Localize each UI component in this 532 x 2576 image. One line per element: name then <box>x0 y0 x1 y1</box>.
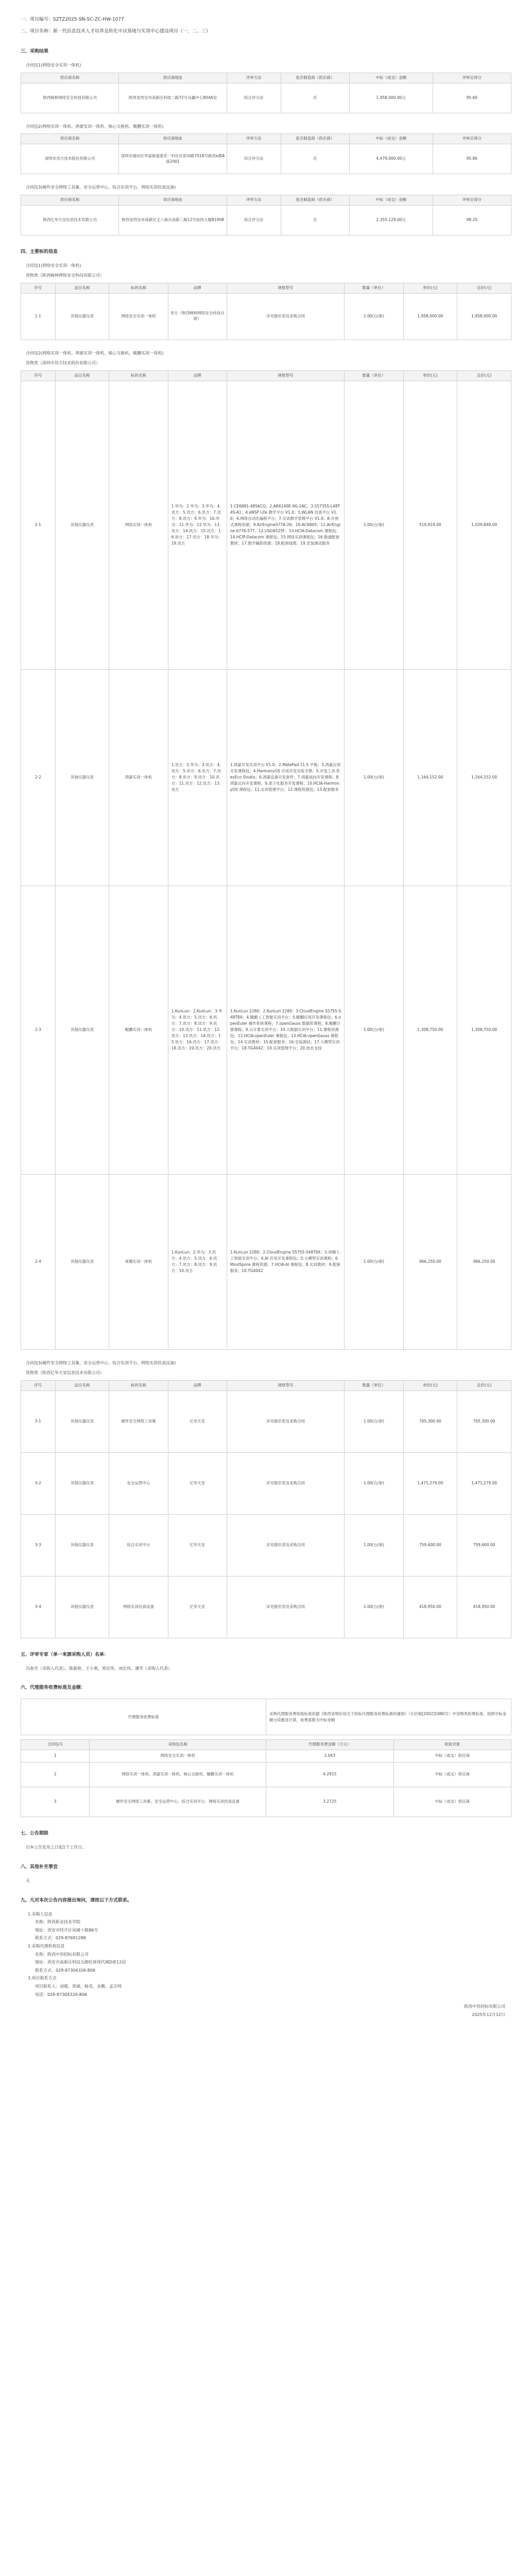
table-cell: 其他仪器仪表 <box>55 1391 109 1452</box>
table-cell: 否 <box>281 83 349 113</box>
header-cell: 单价(元) <box>403 1380 457 1391</box>
header-cell: 中标（成交）金额 <box>349 73 433 83</box>
table-cell: 综合评分法 <box>227 144 281 174</box>
purchaser-address: 地址：西安市经开区凤城十路86号 <box>35 1927 98 1933</box>
header-cell: 数量（单位） <box>345 283 403 293</box>
header-cell: 中标（成交）金额 <box>349 134 433 144</box>
result-table-2 <box>21 133 511 174</box>
header-cell: 评审总得分 <box>433 134 511 144</box>
experts-section-title: 五、评审专家（单一来源采购人员）名单： <box>21 1652 109 1657</box>
table-row <box>21 1787 511 1817</box>
subject-table-3 <box>21 1380 511 1638</box>
project-number: 一、项目编号：SZTZ2025-SN-SC-ZC-HW-1077 <box>21 17 124 22</box>
table-cell: 忆华天安 <box>168 1391 227 1452</box>
table-cell: 2.043 <box>266 1750 393 1762</box>
table-cell: 鸿蒙实训一体机 <box>109 669 168 886</box>
table-cell: 1.00(台/套) <box>345 293 403 340</box>
table-cell: 其他仪器仪表 <box>55 1452 109 1514</box>
fee-table <box>21 1739 511 1817</box>
table-cell: 综合实训平台 <box>109 1514 168 1576</box>
fee-basis-text: 采购代理服务费收取标准依据《陕西省物价局关于招标代理服务收费标准的通知》（计价格[2002]1980号）中货物类收费标准，按照中标金额分段累进计算，收费基数为中标金额 <box>266 1699 511 1735</box>
package-3-label: 合同包3(硬件安全网络工具集、安全运营中心、综合实训平台、网络实训仿真设备) <box>26 185 176 190</box>
table-cell: 3-2 <box>21 1452 56 1514</box>
table-cell: 综合评分法 <box>227 83 281 113</box>
table-cell: 1,958,000.00 <box>457 293 511 340</box>
table-row <box>21 1576 511 1638</box>
table-cell: 1.鸿蒙开发实训平台 V1.0；2.MatePad 11.5 平板；3.鸿蒙应用开发课程包；4.HarmonyOS 应用开发实验手册；5.开发工具 DevEco Studio；6.鸿蒙设备开发套件；7.鸿蒙南向开发课程；8.鸿蒙北向开发课程；9.原子化服务开发课程；10.HCIA-HarmonyOS 课程包；11.实训管理平台；12.课程资源包；13.配套服务 <box>227 669 344 886</box>
table-cell: 陕西峰林网络安全科技有限公司 <box>21 83 119 113</box>
header-cell: 数量（单位） <box>345 370 403 381</box>
table-cell: 1.华为：2.华为：3.华为：4.讯方：5.讯方：6.讯方：7.讯方：8.讯方：9.华为：10.华为：11.华为：12.华为：13.讯方：14.讯方：15.讯方：16.讯方：17.讯方：18.华为：19.讯方 <box>168 381 227 669</box>
table-cell: 1.00(台/套) <box>345 1174 403 1349</box>
table-cell: 95.60 <box>433 83 511 113</box>
table-cell: 2-2 <box>21 669 56 886</box>
table-cell: 1,039,848.00 <box>457 381 511 669</box>
purchaser-title: 1.采购人信息 <box>28 1911 53 1917</box>
fee-basis-table <box>21 1699 511 1735</box>
table-cell: 其他仪器仪表 <box>55 886 109 1174</box>
table-cell: 759,600.00 <box>403 1514 457 1576</box>
table-cell: 网络实训仿真设备 <box>109 1576 168 1638</box>
table-cell: 1.讯方：2.华为：3.讯方：4.讯方：5.讯方：6.讯方：7.讯方：8.讯方：9.讯方：10.讯方：11.讯方：12.讯方：13.讯方 <box>168 669 227 886</box>
table-cell: 759,600.00 <box>457 1514 511 1576</box>
table-cell: 1,471,279.00 <box>403 1452 457 1514</box>
table-cell: 1,958,000.00元 <box>349 83 433 113</box>
header-cell: 总价(元) <box>457 283 511 293</box>
header-cell: 品牌 <box>168 370 227 381</box>
table-row <box>21 1750 511 1762</box>
header-cell: 品牌 <box>168 1380 227 1391</box>
agency-title: 2.采购代理机构信息 <box>28 1944 65 1949</box>
table-cell: 忆华天安 <box>168 1576 227 1638</box>
table-cell: 3-4 <box>21 1576 56 1638</box>
purchaser-name: 名称：陕西职业技术学院 <box>35 1920 80 1925</box>
table-cell: 1,471,279.00 <box>457 1452 511 1514</box>
table-cell: 1.KunLun 2280；2.KunLun 2280；3.CloudEngine S5755-S48T8X；4.鲲鹏人工智能实训平台；5.鲲鹏应用开发课程包；6.openEuler 操作系统课程；7.openGauss 数据库课程；8.鲲鹏计算课程；9.云计算实训平台；10.大数据实训平台；11.课程资源包；12.HCIA-openEuler 课程包；13.HCIA-openGauss 课程包；14.实训教材；15.配套服务；16.安装调试；17.大模型实训平台；18.TG4042；19.实训管理平台；20.技术支持 <box>227 886 344 1174</box>
header-cell: 评审方法 <box>227 73 281 83</box>
fee-basis-label: 代理服务收费标准 <box>21 1699 266 1735</box>
contact-block <box>21 1911 511 1998</box>
project-contact-title: 3.项目联系方式 <box>28 1976 57 1981</box>
table-cell: 2-4 <box>21 1174 56 1349</box>
other-section-title: 八、其他补充事宜 <box>21 1864 58 1870</box>
table-row <box>21 1699 511 1735</box>
table-cell: 详见报价表及采购合同 <box>227 1514 344 1576</box>
table-cell: 1.KunLun 2280；2.CloudEngine S5755-S48T8X；3.昇腾人工智能实训平台；4.AI 应用开发课程包；5.大模型实训课程；6.MindSpore 课程资源；7.HCIA-AI 课程包；8.实训教材；9.配套服务；10.TG4042 <box>227 1174 344 1349</box>
header-cell: 规格型号 <box>227 1380 344 1391</box>
table-cell: 其他仪器仪表 <box>55 293 109 340</box>
table-cell: 519,924.00 <box>403 381 457 669</box>
header-cell: 品目名称 <box>55 370 109 381</box>
table-cell: 1,164,152.00 <box>457 669 511 886</box>
table-cell: 详见报价表及采购合同 <box>227 293 344 340</box>
header-cell: 收取对象 <box>393 1740 511 1750</box>
table-cell: 1.00(台/套) <box>345 886 403 1174</box>
supplier-type-3: 货物类（陕西忆华天安信息技术有限公司） <box>26 1370 104 1376</box>
table-row <box>21 205 511 235</box>
table-cell: 陕西省西安市高新区丈八街办高新二路12号协同大厦B1908 <box>119 205 227 235</box>
header-cell: 是否制造商（供应商） <box>281 134 349 144</box>
header-cell: 品牌 <box>168 283 227 293</box>
table-row <box>21 293 511 340</box>
table-cell: 讯方（陕西峰林网络安全科技自研） <box>168 293 227 340</box>
table-cell: 1.00(台/套) <box>345 1576 403 1638</box>
table-cell: 418,950.00 <box>403 1576 457 1638</box>
table-cell: 忆华天安 <box>168 1514 227 1576</box>
period-text: 自本公告发布之日起1个工作日。 <box>26 1845 87 1850</box>
table-cell: 忆华天安 <box>168 1452 227 1514</box>
contact-section-title: 九、凡对本次公告内容提出询问，请按以下方式联系。 <box>21 1897 132 1903</box>
table-cell: 综合评分法 <box>227 205 281 235</box>
experts-list: 冯春芳（采购人代表），陈新艳，王小燕，郑宏伟，刘宏伟，潘雪（采购人代表） <box>26 1666 172 1671</box>
table-header-row <box>21 134 511 144</box>
header-cell: 供应商名称 <box>21 195 119 205</box>
fee-section-title: 六、代理服务收费标准及金额： <box>21 1685 86 1691</box>
header-cell: 序号 <box>21 370 56 381</box>
table-cell: 2 <box>21 1762 90 1787</box>
table-cell: 4.2915 <box>266 1762 393 1787</box>
header-cell: 总价(元) <box>457 1380 511 1391</box>
table-cell: 3-1 <box>21 1391 56 1452</box>
table-cell: 1.CE6881-48S6CQ；2.AR6140E-9G-2AC；3.S5735S-L48T4S-A1；4.eNSP Lite 教学平台 V1.0；5.WLAN 仿真平台 V1.0；6.网络自动化编程平台；7.实训教学管理平台 V1.0；8.开放式课程资源；9.AirEngine5776-26；10.AC6805；11.AirEngine 6776-57T；12.USG6525F；13.HCIA-Datacom 课程包；14.HCIP-Datacom 课程包；15.网络实训课程包；16.数通配套教材；17.教学辅助资源；18.配套线缆；19.安装调试服务 <box>227 381 344 669</box>
header-cell: 代理服务费金额（万元） <box>266 1740 393 1750</box>
header-cell: 评审方法 <box>227 195 281 205</box>
table-cell: 1.KunLun；2.KunLun；3.华为：4.讯方：5.讯方：6.讯方：7.讯方：8.讯方：9.讯方：10.讯方：11.讯方：12.讯方：13.讯方：14.讯方：15.讯方：16.讯方：17.讯方：18.讯方：19.讯方：20.讯方 <box>168 886 227 1174</box>
table-cell: 1,308,750.00 <box>457 886 511 1174</box>
table-cell: 中标（成交）供应商 <box>393 1762 511 1787</box>
package-2-label: 合同包2(网络实训一体机、鸿蒙实训一体机、核心交换机、鲲鹏实训一体机) <box>26 350 164 355</box>
table-cell: 深圳市福田区华富街道莲花一村社区彩田路7018号新浩e都A座2901 <box>119 144 227 174</box>
table-cell: 1,958,000.00 <box>403 293 457 340</box>
purchaser-phone: 联系方式：029-87691288 <box>35 1936 86 1941</box>
result-section-title: 三、采购结果 <box>21 49 49 55</box>
table-cell: 2,355,129.00元 <box>349 205 433 235</box>
table-cell: 1.KunLun；2.华为：3.讯方：4.讯方：5.讯方：6.讯方：7.讯方：8.讯方：9.讯方：10.讯方 <box>168 1174 227 1349</box>
table-row <box>21 83 511 113</box>
table-cell: 否 <box>281 144 349 174</box>
table-cell: 1.00(台/套) <box>345 1452 403 1514</box>
table-cell: 4,479,000.00元 <box>349 144 433 174</box>
header-cell: 采购包名称 <box>90 1740 266 1750</box>
table-cell: 陕西忆华天安信息技术有限公司 <box>21 205 119 235</box>
header-cell: 供应商地址 <box>119 134 227 144</box>
other-text: 无 <box>26 1878 30 1884</box>
table-cell: 3.2725 <box>266 1787 393 1817</box>
subject-section-title: 四、主要标的信息 <box>21 249 58 255</box>
table-cell: 1.00(台/套) <box>345 1514 403 1576</box>
supplier-type-2: 货物类（深圳市讯方技术股份有限公司） <box>26 361 100 366</box>
table-row <box>21 886 511 1174</box>
header-cell: 标的名称 <box>109 370 168 381</box>
table-cell: 966,250.00 <box>457 1174 511 1349</box>
table-cell: 详见报价表及采购合同 <box>227 1576 344 1638</box>
project-contact-people: 项目联系人：刘超、郑斌、杨莹、余腾、孟宗圳 <box>35 1984 122 1989</box>
header-cell: 序号 <box>21 1380 56 1391</box>
table-cell: 硬件安全网络工具集、安全运营中心、综合实训平台、网络实训仿真设备 <box>90 1787 266 1817</box>
header-cell: 数量（单位） <box>345 1380 403 1391</box>
agency-name: 名称：陕西中咨招标有限公司 <box>35 1952 89 1957</box>
table-cell: 网络安全实训一体机 <box>109 293 168 340</box>
header-cell: 单价(元) <box>403 283 457 293</box>
header-cell: 标的名称 <box>109 283 168 293</box>
table-cell: 3-3 <box>21 1514 56 1576</box>
header-cell: 单价(元) <box>403 370 457 381</box>
table-cell: 1,164,152.00 <box>403 669 457 886</box>
table-cell: 详见报价表及采购合同 <box>227 1452 344 1514</box>
table-cell: 2-1 <box>21 381 56 669</box>
table-row <box>21 1452 511 1514</box>
header-cell: 供应商名称 <box>21 134 119 144</box>
header-cell: 合同包号 <box>21 1740 90 1750</box>
table-cell: 705,300.00 <box>457 1391 511 1452</box>
table-cell: 2-3 <box>21 886 56 1174</box>
table-cell: 1.00(台/套) <box>345 669 403 886</box>
table-cell: 其他仪器仪表 <box>55 1576 109 1638</box>
header-cell: 标的名称 <box>109 1380 168 1391</box>
result-table-1 <box>21 73 511 113</box>
table-header-row <box>21 73 511 83</box>
table-cell: 网络安全实训一体机 <box>90 1750 266 1762</box>
table-cell: 陕西省西安市高新区科技二路72号众鑫中心804A室 <box>119 83 227 113</box>
table-header-row <box>21 1740 511 1750</box>
table-row <box>21 1762 511 1787</box>
table-cell: 其他仪器仪表 <box>55 669 109 886</box>
subject-table-2 <box>21 370 511 1350</box>
agency-address: 地址：西安市高新区科技五路旺座现代城D座12层 <box>35 1960 126 1965</box>
header-cell: 品目名称 <box>55 1380 109 1391</box>
header-cell: 规格型号 <box>227 370 344 381</box>
table-row <box>21 669 511 886</box>
table-cell: 网络实训一体机 <box>109 381 168 669</box>
table-header-row <box>21 370 511 381</box>
result-table-3 <box>21 195 511 235</box>
header-cell: 是否制造商（供应商） <box>281 195 349 205</box>
agency-phone: 联系方式：029-87304326-806 <box>35 1968 96 1973</box>
table-cell: 418,950.00 <box>457 1576 511 1638</box>
table-cell: 否 <box>281 205 349 235</box>
table-cell: 网络实训一体机、鸿蒙实训一体机、核心交换机、鲲鹏实训一体机 <box>90 1762 266 1787</box>
period-section-title: 七、公告期限 <box>21 1831 49 1837</box>
table-cell: 95.86 <box>433 144 511 174</box>
header-cell: 评审总得分 <box>433 73 511 83</box>
package-1-label: 合同包1(网络安全实训一体机) <box>26 263 81 268</box>
project-contact-phone: 电话：029-87304326-806 <box>35 1992 88 1997</box>
table-cell: 1,308,750.00 <box>403 886 457 1174</box>
table-header-row <box>21 1380 511 1391</box>
header-cell: 总价(元) <box>457 370 511 381</box>
header-cell: 供应商名称 <box>21 73 119 83</box>
header-cell: 品目名称 <box>55 283 109 293</box>
table-cell: 中标（成交）供应商 <box>393 1787 511 1817</box>
table-header-row <box>21 283 511 293</box>
table-cell: 1.00(台/套) <box>345 381 403 669</box>
signature-org: 陕西中咨招标有限公司 <box>464 2004 505 2009</box>
table-cell: 其他仪器仪表 <box>55 381 109 669</box>
package-3-label: 合同包3(硬件安全网络工具集、安全运营中心、综合实训平台、网络实训仿真设备) <box>26 1360 176 1365</box>
table-cell: 98.20 <box>433 205 511 235</box>
header-cell: 是否制造商（供应商） <box>281 73 349 83</box>
table-cell: 966,250.00 <box>403 1174 457 1349</box>
table-cell: 3 <box>21 1787 90 1817</box>
header-cell: 供应商地址 <box>119 73 227 83</box>
table-cell: 其他仪器仪表 <box>55 1514 109 1576</box>
table-cell: 1 <box>21 1750 90 1762</box>
table-cell: 深圳市讯方技术股份有限公司 <box>21 144 119 174</box>
table-cell: 硬件安全网络工具集 <box>109 1391 168 1452</box>
table-cell: 其他仪器仪表 <box>55 1174 109 1349</box>
table-cell: 详见报价表及采购合同 <box>227 1391 344 1452</box>
package-2-label: 合同包2(网络实训一体机、鸿蒙实训一体机、核心交换机、鲲鹏实训一体机) <box>26 124 164 129</box>
table-cell: 中标（成交）供应商 <box>393 1750 511 1762</box>
project-name: 二、项目名称：新一代信息技术人才培养及转化中试基地与实训中心建设项目（一、二、三） <box>21 29 211 35</box>
table-cell: 鲲鹏实训一体机 <box>109 886 168 1174</box>
header-cell: 规格型号 <box>227 283 344 293</box>
table-row <box>21 1514 511 1576</box>
table-cell: 705,300.00 <box>403 1391 457 1452</box>
supplier-type-1: 货物类（陕西峰林网络安全科技有限公司） <box>26 273 104 278</box>
table-row <box>21 381 511 669</box>
table-cell: 昇腾实训一体机 <box>109 1174 168 1349</box>
table-cell: 安全运营中心 <box>109 1452 168 1514</box>
subject-table-1 <box>21 283 511 340</box>
header-cell: 评审方法 <box>227 134 281 144</box>
table-row <box>21 1174 511 1349</box>
package-1-label: 合同包1(网络安全实训一体机) <box>26 63 81 68</box>
table-cell: 1-1 <box>21 293 56 340</box>
header-cell: 评审总得分 <box>433 195 511 205</box>
table-row <box>21 144 511 174</box>
header-cell: 序号 <box>21 283 56 293</box>
table-header-row <box>21 195 511 205</box>
table-cell: 1.00(台/套) <box>345 1391 403 1452</box>
signature-date: 2025年12月12日 <box>472 2012 505 2017</box>
header-cell: 中标（成交）金额 <box>349 195 433 205</box>
header-cell: 供应商地址 <box>119 195 227 205</box>
table-row <box>21 1391 511 1452</box>
